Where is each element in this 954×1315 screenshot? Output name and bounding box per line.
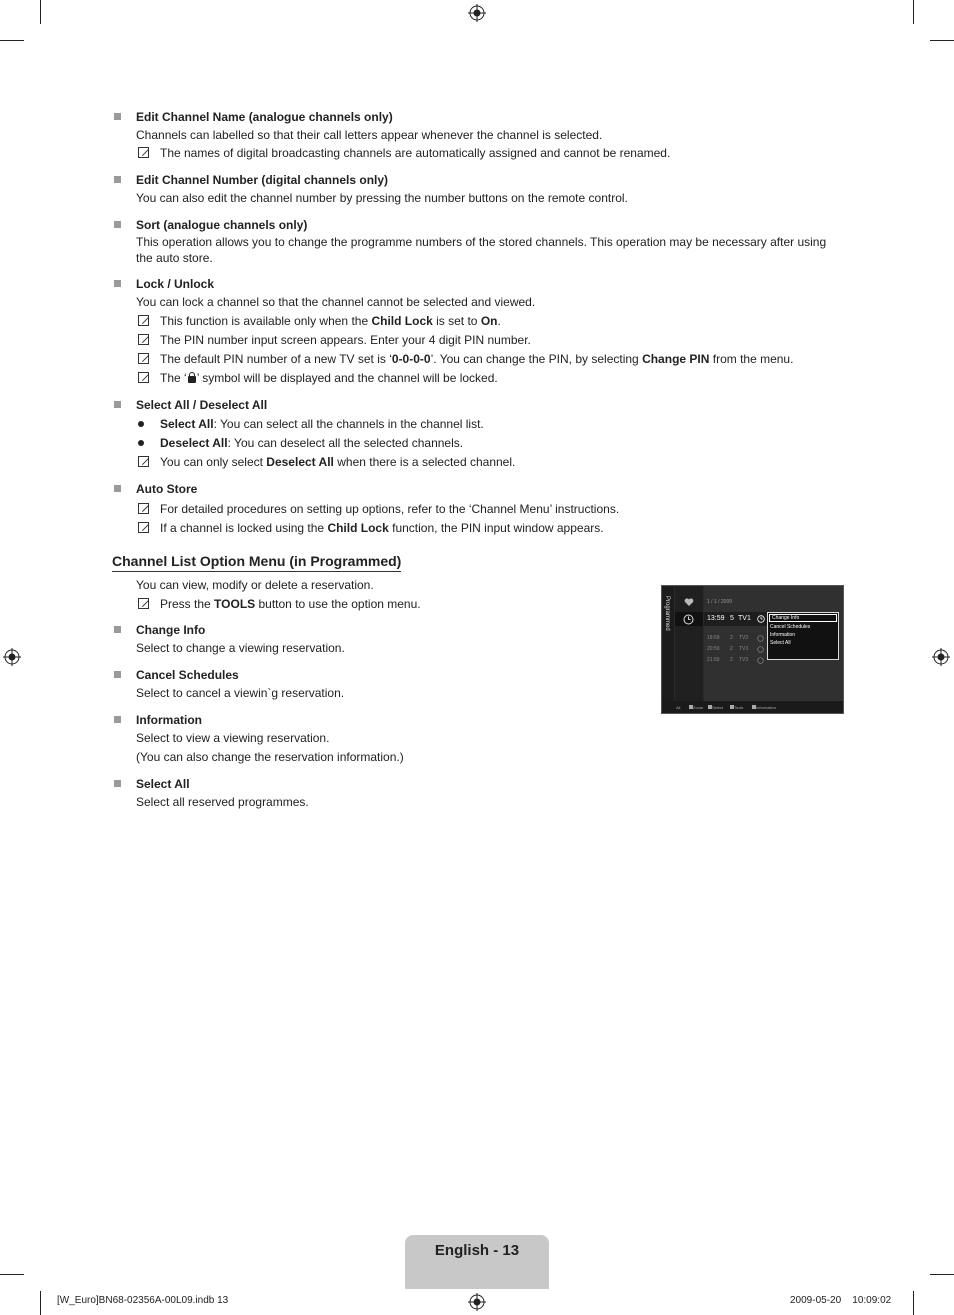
tv-current-num: 5: [730, 615, 734, 622]
tv-row-name: TV3: [739, 657, 749, 663]
registration-mark-icon: [932, 648, 950, 666]
note-icon: [138, 334, 149, 345]
round-bullet-icon: [138, 421, 144, 427]
note-bold: TOOLS: [214, 597, 256, 611]
section-title: Edit Channel Number (digital channels only): [136, 173, 389, 187]
heart-icon: [684, 598, 694, 607]
section-body: You can lock a channel so that the channel cannot be selected and viewed.: [136, 295, 536, 309]
registration-mark-icon: [468, 4, 486, 22]
tv-option-menu: [767, 612, 839, 660]
item-select-all: [112, 775, 844, 811]
tv-menu-item[interactable]: Cancel Schedules: [770, 624, 811, 630]
item-information: [112, 711, 844, 766]
tv-footer-label: Select: [712, 705, 724, 710]
note-bold: On: [480, 314, 498, 328]
note-icon: [138, 147, 149, 158]
section-body: Channels can labelled so that their call letters appear whenever the channel is selected.: [136, 128, 603, 142]
section-edit-channel-name: [112, 108, 844, 162]
tv-row-time: 18:59: [707, 635, 720, 641]
bullet-text: : You can deselect all the selected channels.: [227, 436, 464, 450]
section-body: You can also edit the channel number by pressing the number buttons on the remote control.: [136, 191, 628, 205]
tv-date: 1 / 1 / 2009: [707, 599, 733, 605]
note-bold: Child Lock: [327, 521, 389, 535]
note-text: The PIN number input screen appears. Enter your 4 digit PIN number.: [160, 333, 531, 347]
tv-footer-item: All: [676, 705, 681, 710]
section-sort: [112, 216, 844, 266]
note-icon: [138, 315, 149, 326]
note-text: You can only select: [160, 455, 267, 469]
item-body: Select to view a viewing reservation.: [136, 731, 330, 745]
square-bullet-icon: [114, 221, 121, 228]
tv-footer-label: Tools: [734, 705, 744, 710]
registration-mark-icon: [468, 1293, 486, 1311]
tv-side-bar: [662, 586, 674, 701]
section-edit-channel-number: [112, 171, 844, 207]
section-title: Sort (analogue channels only): [136, 218, 308, 232]
print-slug-right: 2009-05-20 10:09:02: [790, 1295, 892, 1306]
bullet-text: : You can select all the channels in the channel list.: [213, 417, 484, 431]
clock-icon: [757, 635, 764, 642]
note-bold: Deselect All: [266, 455, 334, 469]
bullet-bold: Select All: [160, 417, 214, 431]
tv-row-time: 20:59: [707, 646, 720, 652]
crop-mark: [913, 0, 914, 24]
print-slug-left: [W_Euro]BN68-02356A-00L09.indb 13: [57, 1295, 229, 1306]
crop-mark: [913, 1291, 914, 1315]
tv-row-num: 2: [730, 635, 733, 641]
tv-footer-item: [708, 705, 723, 710]
note-text: button to use the option menu.: [255, 597, 421, 611]
clock-icon: [757, 615, 765, 623]
square-bullet-icon: [114, 113, 121, 120]
clock-icon: [683, 614, 694, 625]
note-text: The ‘: [160, 371, 187, 385]
note-icon: [138, 353, 149, 364]
square-bullet-icon: [114, 280, 121, 287]
crop-mark: [40, 1291, 41, 1315]
note-text: ’ symbol will be displayed and the channel will be locked.: [196, 371, 498, 385]
note-icon: [138, 372, 149, 383]
square-bullet-icon: [114, 176, 121, 183]
section-title: Auto Store: [136, 482, 198, 496]
section-title: Edit Channel Name (analogue channels only): [136, 110, 393, 124]
tv-footer-item: [752, 705, 776, 710]
square-bullet-icon: [114, 485, 121, 492]
tv-row-time: 21:59: [707, 657, 720, 663]
crop-mark: [40, 0, 41, 24]
tv-current-time: 13:59: [707, 615, 725, 622]
item-body: Select all reserved programmes.: [136, 795, 309, 809]
section-select-all: [112, 396, 844, 471]
note-bold: Child Lock: [371, 314, 433, 328]
crop-mark: [0, 1274, 24, 1275]
round-bullet-icon: [138, 440, 144, 446]
item-title: Select All: [136, 777, 190, 791]
item-title: Change Info: [136, 623, 206, 637]
note-text: The default PIN number of a new TV set is ‘: [160, 352, 392, 366]
item-body-extra: (You can also change the reservation information.): [136, 750, 404, 764]
item-body: Select to cancel a viewin`g reservation.: [136, 686, 345, 700]
clock-icon: [757, 657, 764, 664]
tv-menu-item[interactable]: Select All: [770, 640, 791, 646]
tv-icon-column: [675, 586, 703, 701]
note-icon: [138, 598, 149, 609]
note-text: If a channel is locked using the: [160, 521, 328, 535]
section-title: Select All / Deselect All: [136, 398, 268, 412]
note-text: For detailed procedures on setting up options, refer to the ‘Channel Menu’ instructions.: [160, 502, 620, 516]
tv-footer-label: Zoom: [693, 705, 704, 710]
tv-row-name: TV3: [739, 635, 749, 641]
square-bullet-icon: [114, 626, 121, 633]
clock-icon: [757, 646, 764, 653]
square-bullet-icon: [114, 401, 121, 408]
section-auto-store: [112, 480, 844, 537]
note-text: The names of digital broadcasting channels are automatically assigned and cannot be renamed.: [160, 146, 671, 160]
item-title: Cancel Schedules: [136, 668, 239, 682]
tv-menu-item[interactable]: Information: [770, 632, 796, 638]
tv-current-name: TV1: [738, 615, 751, 622]
page-number-tab: [405, 1235, 549, 1289]
subsection-intro: You can view, modify or delete a reservation.: [136, 578, 374, 592]
item-body: Select to change a viewing reservation.: [136, 641, 345, 655]
section-body: This operation allows you to change the programme numbers of the stored channels. This operation may be necessary after using the auto store.: [136, 235, 827, 265]
note-icon: [138, 456, 149, 467]
note-text: function, the PIN input window appears.: [388, 521, 604, 535]
tv-screenshot: [661, 585, 844, 714]
note-text: Press the: [160, 597, 215, 611]
tv-row-num: 2: [730, 657, 733, 663]
square-bullet-icon: [114, 671, 121, 678]
tv-row-num: 2: [730, 646, 733, 652]
tv-main-panel: [704, 586, 843, 701]
note-icon: [138, 503, 149, 514]
tv-menu-item[interactable]: Change Info: [769, 614, 837, 622]
lock-icon: [188, 376, 196, 383]
tv-side-label: Programmed: [664, 596, 670, 631]
tv-footer-item: [730, 705, 743, 710]
section-lock-unlock: [112, 275, 844, 387]
page-number: English - 13: [434, 1242, 520, 1259]
square-bullet-icon: [114, 716, 121, 723]
tv-footer-label: Information: [756, 705, 777, 710]
note-text: .: [497, 314, 501, 328]
square-bullet-icon: [114, 780, 121, 787]
crop-mark: [930, 1274, 954, 1275]
crop-mark: [0, 40, 24, 41]
crop-mark: [930, 40, 954, 41]
note-text: This function is available only when the: [160, 314, 372, 328]
note-text: is set to: [432, 314, 481, 328]
note-bold: Change PIN: [642, 352, 710, 366]
section-title: Lock / Unlock: [136, 277, 215, 291]
bullet-bold: Deselect All: [160, 436, 228, 450]
tv-footer-bar: [662, 701, 843, 713]
item-title: Information: [136, 713, 202, 727]
note-text: when there is a selected channel.: [333, 455, 516, 469]
note-icon: [138, 522, 149, 533]
registration-mark-icon: [3, 648, 21, 666]
subsection-heading: Channel List Option Menu (in Programmed): [112, 552, 401, 572]
note-bold: 0-0-0-0: [391, 352, 431, 366]
note-text: from the menu.: [709, 352, 794, 366]
tv-row-name: TV3: [739, 646, 749, 652]
tv-footer-item: [689, 705, 703, 710]
note-text: ’. You can change the PIN, by selecting: [430, 352, 643, 366]
